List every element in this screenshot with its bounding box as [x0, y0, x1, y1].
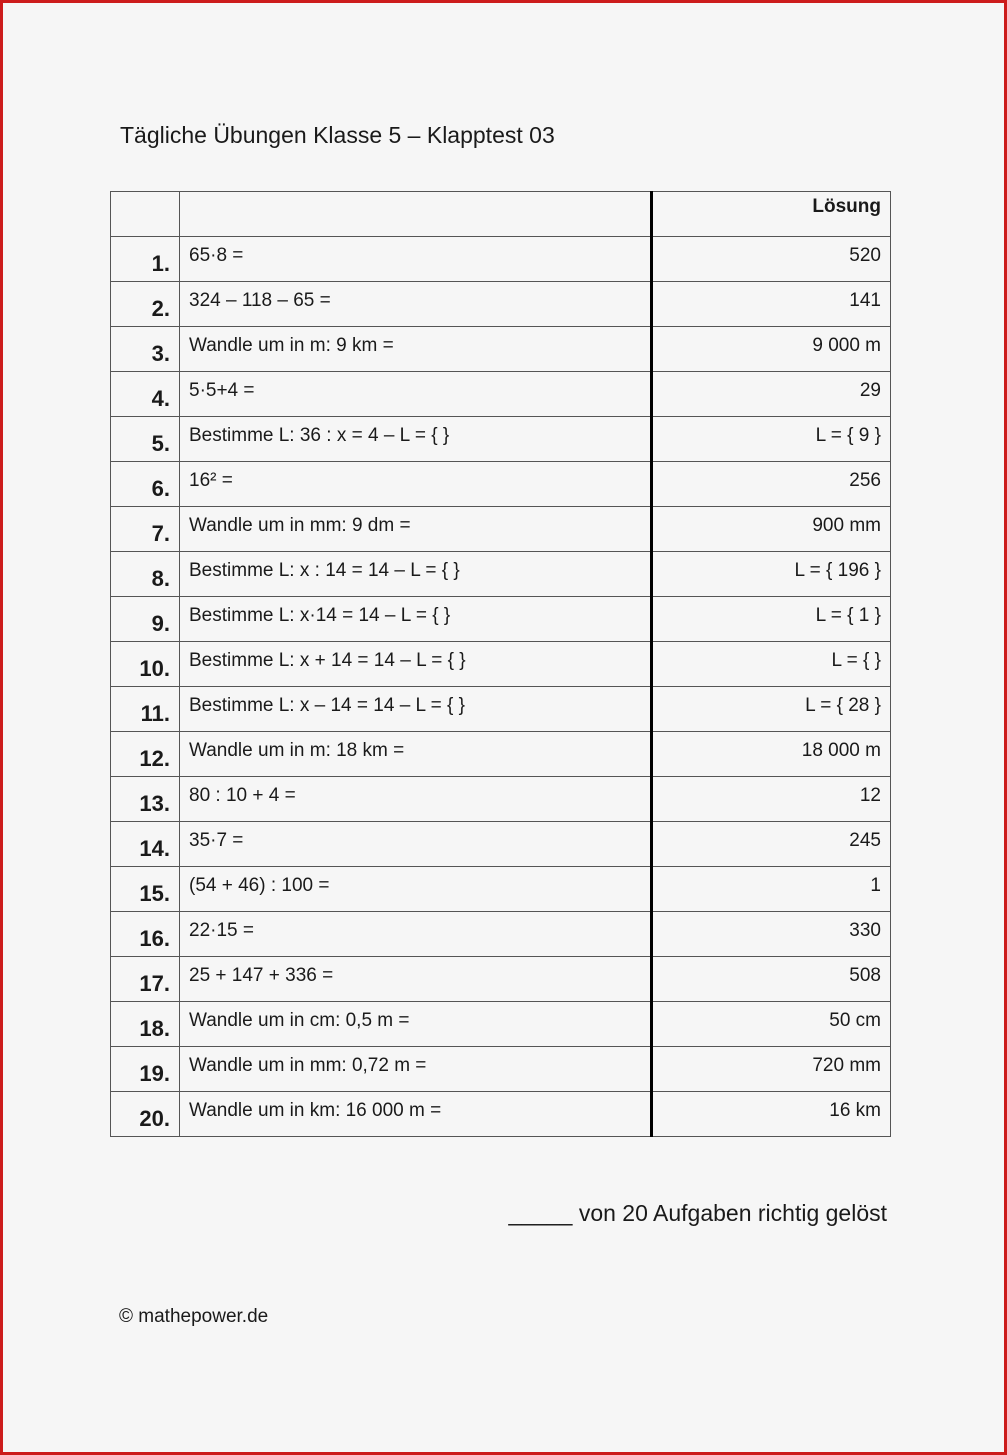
task-number: 15.: [111, 867, 180, 912]
task-text: Bestimme L: x – 14 = 14 – L = { }: [180, 687, 652, 732]
task-solution: 29: [652, 372, 891, 417]
task-text: Bestimme L: 36 : x = 4 – L = { }: [180, 417, 652, 462]
table-row: [111, 912, 891, 957]
header-num-cell: [111, 192, 180, 237]
task-text: 65·8 =: [180, 237, 652, 282]
table-row: [111, 687, 891, 732]
task-number: 13.: [111, 777, 180, 822]
task-text: Wandle um in m: 9 km =: [180, 327, 652, 372]
solution-header: Lösung: [652, 192, 891, 237]
task-text: 22·15 =: [180, 912, 652, 957]
task-number: 5.: [111, 417, 180, 462]
task-text: Wandle um in m: 18 km =: [180, 732, 652, 777]
task-text: Wandle um in km: 16 000 m =: [180, 1092, 652, 1137]
table-row: [111, 462, 891, 507]
task-number: 12.: [111, 732, 180, 777]
task-number: 4.: [111, 372, 180, 417]
task-text: 80 : 10 + 4 =: [180, 777, 652, 822]
table-row: [111, 642, 891, 687]
task-number: 6.: [111, 462, 180, 507]
table-row: [111, 777, 891, 822]
task-number: 1.: [111, 237, 180, 282]
task-solution: 1: [652, 867, 891, 912]
task-text: Wandle um in mm: 9 dm =: [180, 507, 652, 552]
task-number: 14.: [111, 822, 180, 867]
table-row: [111, 417, 891, 462]
table-row: [111, 1047, 891, 1092]
task-solution: L = { 9 }: [652, 417, 891, 462]
task-text: 25 + 147 + 336 =: [180, 957, 652, 1002]
task-number: 19.: [111, 1047, 180, 1092]
task-solution: 900 mm: [652, 507, 891, 552]
task-number: 7.: [111, 507, 180, 552]
task-text: (54 + 46) : 100 =: [180, 867, 652, 912]
score-line: _____ von 20 Aufgaben richtig gelöst: [508, 1200, 887, 1226]
task-solution: 18 000 m: [652, 732, 891, 777]
table-row: [111, 552, 891, 597]
table-row: [111, 1092, 891, 1137]
task-text: Bestimme L: x + 14 = 14 – L = { }: [180, 642, 652, 687]
table-row: [111, 867, 891, 912]
table-row: [111, 957, 891, 1002]
task-number: 9.: [111, 597, 180, 642]
task-number: 10.: [111, 642, 180, 687]
table-row: [111, 822, 891, 867]
task-solution: L = { }: [652, 642, 891, 687]
table-row: [111, 507, 891, 552]
task-solution: 141: [652, 282, 891, 327]
task-text: Wandle um in mm: 0,72 m =: [180, 1047, 652, 1092]
task-solution: 256: [652, 462, 891, 507]
task-text: Bestimme L: x·14 = 14 – L = { }: [180, 597, 652, 642]
table-row: [111, 282, 891, 327]
task-solution: L = { 28 }: [652, 687, 891, 732]
table-row: [111, 597, 891, 642]
task-solution: 50 cm: [652, 1002, 891, 1047]
task-solution: 330: [652, 912, 891, 957]
table-row: [111, 732, 891, 777]
task-text: 5·5+4 =: [180, 372, 652, 417]
task-text: 35·7 =: [180, 822, 652, 867]
task-text: Bestimme L: x : 14 = 14 – L = { }: [180, 552, 652, 597]
header-task-cell: [180, 192, 652, 237]
table-row: [111, 237, 891, 282]
task-number: 17.: [111, 957, 180, 1002]
task-solution: 245: [652, 822, 891, 867]
table-row: [111, 372, 891, 417]
table-header-row: [111, 192, 891, 237]
task-solution: L = { 1 }: [652, 597, 891, 642]
task-number: 11.: [111, 687, 180, 732]
page-title: Tägliche Übungen Klasse 5 – Klapptest 03: [120, 122, 555, 148]
task-solution: 508: [652, 957, 891, 1002]
task-text: 16² =: [180, 462, 652, 507]
table-row: [111, 327, 891, 372]
task-solution: 9 000 m: [652, 327, 891, 372]
task-number: 8.: [111, 552, 180, 597]
table-row: [111, 1002, 891, 1047]
task-solution: 16 km: [652, 1092, 891, 1137]
task-number: 20.: [111, 1092, 180, 1137]
task-solution: L = { 196 }: [652, 552, 891, 597]
task-solution: 520: [652, 237, 891, 282]
task-number: 2.: [111, 282, 180, 327]
copyright-footer: © mathepower.de: [119, 1306, 269, 1327]
task-text: Wandle um in cm: 0,5 m =: [180, 1002, 652, 1047]
task-solution: 720 mm: [652, 1047, 891, 1092]
task-text: 324 – 118 – 65 =: [180, 282, 652, 327]
task-solution: 12: [652, 777, 891, 822]
task-number: 16.: [111, 912, 180, 957]
exercise-table: [110, 191, 891, 1137]
task-number: 3.: [111, 327, 180, 372]
task-number: 18.: [111, 1002, 180, 1047]
